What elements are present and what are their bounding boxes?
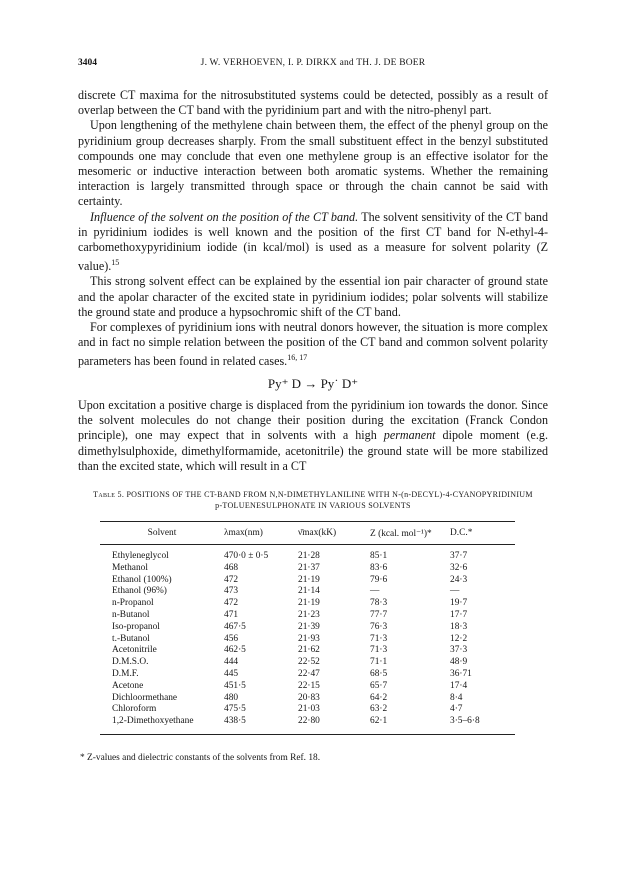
cell-lambda-max: 480 <box>224 692 239 703</box>
table-row <box>100 645 515 657</box>
equation-lhs: Py⁺ D <box>267 375 302 391</box>
cell-dielectric-constant: 17·4 <box>450 680 468 691</box>
cell-dielectric-constant: 24·3 <box>450 574 468 585</box>
cell-lambda-max: 444 <box>224 657 239 668</box>
table-header-row <box>100 521 515 544</box>
table-row <box>100 716 515 734</box>
cell-dielectric-constant: 17·7 <box>450 609 468 620</box>
running-header-authors: J. W. VERHOEVEN, I. P. DIRKX and TH. J. DE BOER <box>200 58 426 68</box>
cell-nu-max: 21·39 <box>298 621 320 632</box>
column-header-nu-max: ν̄max(kK) <box>298 521 370 544</box>
solvent-table-container <box>100 521 515 735</box>
cell-z-value: — <box>370 586 380 597</box>
cell-lambda-max: 467·5 <box>224 621 246 632</box>
cell-z-value: 65·7 <box>370 680 388 691</box>
cell-dielectric-constant: — <box>450 586 460 597</box>
cell-dielectric-constant: 8·4 <box>450 692 463 703</box>
table-caption-line-1 <box>78 489 548 500</box>
column-header-dielectric-constant: D.C.* <box>450 521 515 544</box>
cell-z-value: 76·3 <box>370 621 388 632</box>
cell-lambda-max: 468 <box>224 562 239 573</box>
table-row <box>100 575 515 587</box>
table-row <box>100 586 515 598</box>
table-row <box>100 622 515 634</box>
paragraph-4: This strong solvent effect can be explained by the essential ion pair character of ground state and the apolar character of the excited state in pyridinium iodides; polar solvents will stabilize the ground state and produce a hypsochromic shift of the CT band. <box>78 274 548 319</box>
cell-solvent: n-Butanol <box>112 609 150 620</box>
table-caption <box>78 489 548 511</box>
cell-dielectric-constant: 12·2 <box>450 633 468 644</box>
cell-z-value: 71·1 <box>370 657 388 668</box>
cell-nu-max: 22·52 <box>298 657 320 668</box>
cell-solvent: 1,2-Dimethoxyethane <box>112 716 194 727</box>
table-row <box>100 634 515 646</box>
cell-lambda-max: 473 <box>224 586 239 597</box>
cell-nu-max: 22·15 <box>298 680 320 691</box>
column-header-lambda-max: λmax(nm) <box>224 521 298 544</box>
cell-z-value: 83·6 <box>370 562 388 573</box>
column-header-solvent: Solvent <box>100 521 224 544</box>
table-label: Table 5. <box>93 489 125 499</box>
cell-solvent: Methanol <box>112 562 148 573</box>
cell-solvent: n-Propanol <box>112 598 154 609</box>
table-footnote: * Z-values and dielectric constants of the solvents from Ref. 18. <box>80 752 321 763</box>
cell-dielectric-constant: 4·7 <box>450 704 463 715</box>
cell-solvent: D.M.S.O. <box>112 657 149 668</box>
cell-dielectric-constant: 36·71 <box>450 668 472 679</box>
cell-lambda-max: 472 <box>224 598 239 609</box>
reference-16-17: 16, 17 <box>287 353 308 363</box>
cell-lambda-max: 451·5 <box>224 680 246 691</box>
cell-dielectric-constant: 32·6 <box>450 562 468 573</box>
cell-nu-max: 21·23 <box>298 609 320 620</box>
cell-nu-max: 21·93 <box>298 633 320 644</box>
paragraph-1: discrete CT maxima for the nitrosubstituted systems could be detected, possibly as a result of overlap between the CT band with the pyridinium part and with the nitro-phenyl part. <box>78 88 548 118</box>
charge-transfer-equation <box>78 376 548 391</box>
equation-rhs: Py˙ D⁺ <box>320 375 359 391</box>
table-row <box>100 681 515 693</box>
cell-nu-max: 21·14 <box>298 586 320 597</box>
body-text <box>78 88 548 474</box>
cell-z-value: 62·1 <box>370 716 388 727</box>
paragraph-5-text: For complexes of pyridinium ions with neutral donors however, the situation is more complex and in fact no simple relation between the position of the CT band and common solvent polarity parameters has been found in related cases. <box>78 320 548 369</box>
cell-dielectric-constant: 37·7 <box>450 550 468 561</box>
cell-lambda-max: 438·5 <box>224 716 246 727</box>
section-heading-solvent-influence: Influence of the solvent on the position of the CT band. <box>90 209 359 224</box>
column-header-z-value: Z (kcal. mol⁻¹)* <box>370 521 450 544</box>
cell-nu-max: 20·83 <box>298 692 320 703</box>
cell-nu-max: 21·28 <box>298 550 320 561</box>
paragraph-2: Upon lengthening of the methylene chain between them, the effect of the phenyl group on the pyridinium group decreases sharply. From the small substituent effect in the benzyl substituted compounds one may conclude that even one methylene group is an effective isolator for the mesomeric or inductive interaction between both aromatic systems. Whether the remaining interaction is largely transmitted through space or through the chain cannot be said with certainty. <box>78 118 548 209</box>
cell-dielectric-constant: 19·7 <box>450 598 468 609</box>
cell-nu-max: 21·19 <box>298 598 320 609</box>
solvent-table <box>100 521 515 735</box>
table-row <box>100 669 515 681</box>
cell-dielectric-constant: 3·5–6·8 <box>450 716 480 727</box>
cell-solvent: Ethanol (96%) <box>112 586 167 597</box>
cell-z-value: 79·6 <box>370 574 388 585</box>
cell-nu-max: 22·80 <box>298 716 320 727</box>
emphasis-permanent: permanent <box>383 428 436 443</box>
journal-page <box>78 58 548 763</box>
cell-dielectric-constant: 18·3 <box>450 621 468 632</box>
paragraph-6-text-a: Upon excitation a positive charge is displaced from the pyridinium ion towards the donor. Since the solvent molecules do not change their position during the excitation (Franck Condon principle), one may expect that in solvents with a high <box>78 397 548 443</box>
cell-solvent: D.M.F. <box>112 668 139 679</box>
table-body <box>100 544 515 734</box>
cell-nu-max: 21·19 <box>298 574 320 585</box>
cell-solvent: Acetone <box>112 680 144 691</box>
reference-15: 15 <box>111 258 120 268</box>
cell-solvent: Ethyleneglycol <box>112 550 169 561</box>
cell-z-value: 71·3 <box>370 645 388 656</box>
table-row <box>100 610 515 622</box>
paragraph-3 <box>78 210 548 275</box>
cell-nu-max: 22·47 <box>298 668 320 679</box>
running-header <box>78 58 548 74</box>
cell-solvent: t.-Butanol <box>112 633 150 644</box>
cell-lambda-max: 475·5 <box>224 704 246 715</box>
paragraph-3-text: The solvent sensitivity of the CT band in pyridinium iodides is well known and the position of the first CT band for N-ethyl-4-carbomethoxypyridinium iodide (in kcal/mol) is used as a measure for solvent polarity (Z value). <box>78 209 548 274</box>
cell-solvent: Iso-propanol <box>112 621 160 632</box>
cell-lambda-max: 472 <box>224 574 239 585</box>
table-row <box>100 544 515 562</box>
cell-z-value: 64·2 <box>370 692 388 703</box>
paragraph-5 <box>78 320 548 370</box>
cell-dielectric-constant: 48·9 <box>450 657 468 668</box>
cell-nu-max: 21·37 <box>298 562 320 573</box>
cell-z-value: 77·7 <box>370 609 388 620</box>
cell-dielectric-constant: 37·3 <box>450 645 468 656</box>
cell-lambda-max: 470·0 ± 0·5 <box>224 550 269 561</box>
cell-z-value: 78·3 <box>370 598 388 609</box>
table-row <box>100 598 515 610</box>
table-row <box>100 693 515 705</box>
cell-nu-max: 21·03 <box>298 704 320 715</box>
cell-solvent: Chloroform <box>112 704 157 715</box>
cell-z-value: 71·3 <box>370 633 388 644</box>
cell-solvent: Acetonitrile <box>112 645 157 656</box>
cell-z-value: 63·2 <box>370 704 388 715</box>
paragraph-6 <box>78 398 548 474</box>
cell-solvent: Dichloormethane <box>112 692 178 703</box>
table-caption-text-1: POSITIONS OF THE CT-BAND FROM N,N-DIMETHYLANILINE WITH N-(n-DECYL)-4-CYANOPYRIDINIUM <box>126 489 533 499</box>
table-row <box>100 704 515 716</box>
cell-nu-max: 21·62 <box>298 645 320 656</box>
table-row <box>100 563 515 575</box>
cell-solvent: Ethanol (100%) <box>112 574 172 585</box>
paragraph-6-text-b: dipole moment (e.g. dimethylsulphoxide, dimethylformamide, acetonitrile) the ground state will be more stabilized than the excited state, which will result in a CT <box>78 428 548 473</box>
page-number: 3404 <box>78 58 97 68</box>
table-row <box>100 657 515 669</box>
cell-z-value: 85·1 <box>370 550 388 561</box>
cell-lambda-max: 445 <box>224 668 239 679</box>
cell-z-value: 68·5 <box>370 668 388 679</box>
table-caption-line-2: p-TOLUENESULPHONATE IN VARIOUS SOLVENTS <box>215 500 411 510</box>
cell-lambda-max: 456 <box>224 633 239 644</box>
cell-lambda-max: 462·5 <box>224 645 246 656</box>
cell-lambda-max: 471 <box>224 609 239 620</box>
equation-arrow: → <box>304 375 318 391</box>
